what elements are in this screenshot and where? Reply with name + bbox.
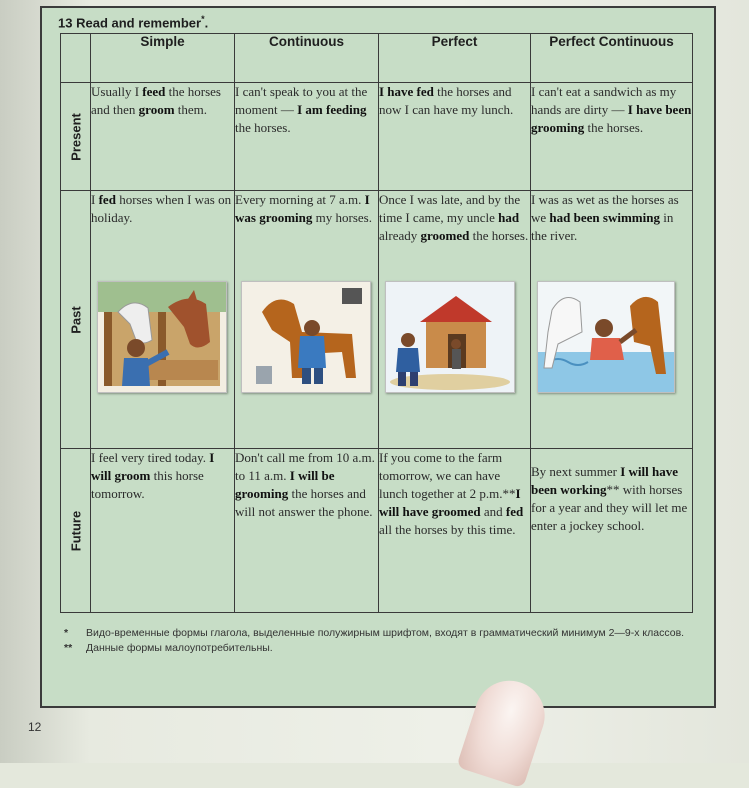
highlighted-verb: I have been grooming [531, 102, 692, 135]
example-fragment: Every morning at 7 a.m. [235, 192, 365, 207]
row-label: Past [68, 305, 83, 334]
footnote-1 [64, 626, 704, 641]
example-fragment: in the river. [531, 210, 674, 243]
row-header-future [61, 449, 91, 613]
footnote-2 [64, 641, 704, 656]
col-header-simple: Simple [91, 34, 235, 83]
example-fragment: I [91, 192, 99, 207]
example-text [91, 83, 234, 119]
boy-swimming-with-horses-icon [537, 281, 675, 393]
example-fragment: the horses and will not answer the phone. [235, 486, 373, 519]
highlighted-verb: feed [142, 84, 166, 99]
footnote-mark: * [64, 627, 69, 639]
example-text [235, 191, 378, 263]
example-text [91, 449, 234, 503]
highlighted-verb: I will have been working [531, 464, 678, 497]
highlighted-verb: fed [505, 504, 524, 519]
highlighted-verb: groomed [420, 228, 470, 243]
cell-future-simple [91, 449, 235, 613]
boy-at-barn-icon [385, 281, 515, 393]
row-future [61, 449, 693, 613]
example-text [379, 83, 530, 119]
example-text [235, 449, 378, 521]
example-text [235, 83, 378, 137]
highlighted-verb: fed [98, 192, 116, 207]
highlighted-verb: I am feeding [297, 102, 367, 117]
example-text [531, 449, 692, 535]
cell-future-continuous [235, 449, 379, 613]
boy-grooming-horse-icon [241, 281, 371, 393]
exercise-heading: 13 Read and remember*. [58, 14, 209, 31]
row-header-past [61, 191, 91, 449]
exercise-number: 13 [58, 15, 73, 31]
boy-feeding-horse-icon [97, 281, 227, 393]
example-fragment: If you come to the farm tomorrow, we can have lunch together at 2 p.m.** [379, 450, 516, 501]
footnote-mark: ** [64, 642, 73, 654]
highlighted-verb: had [498, 210, 520, 225]
example-fragment: Don't call me from 10 a.m. to 11 a.m. [235, 450, 375, 483]
highlighted-verb: I will groom [91, 450, 215, 483]
example-fragment: the horses. [235, 120, 291, 135]
page-number: 12 [28, 720, 42, 734]
example-fragment: I feel very tired today. [91, 450, 210, 465]
footnote-text: Видо-временные формы глагола, выделенные полужирным шрифтом, входят в грамматический минимум 2—9-х классов. [86, 627, 685, 639]
row-present [61, 83, 693, 191]
highlighted-verb: had been swimming [549, 210, 660, 225]
cell-present-perfect [379, 83, 531, 191]
cell-past-continuous [235, 191, 379, 449]
cell-past-perfect [379, 191, 531, 449]
example-fragment: ** with horses for a year and they will let me enter a jockey school. [531, 482, 688, 533]
exercise-title: Read and remember [76, 15, 202, 31]
example-fragment: I can't eat a sandwich as my hands are dirty — [531, 84, 677, 117]
col-header-perfect: Perfect [379, 34, 531, 83]
example-text [91, 191, 234, 263]
example-fragment: Once I was late, and by the time I came, my uncle [379, 192, 521, 225]
cell-present-perfect-continuous [531, 83, 693, 191]
cell-present-continuous [235, 83, 379, 191]
col-header-continuous: Continuous [235, 34, 379, 83]
example-fragment: all the horses by this time. [379, 522, 516, 537]
highlighted-verb: I was grooming [235, 192, 370, 225]
example-fragment: them. [174, 102, 208, 117]
cell-past-simple [91, 191, 235, 449]
example-text [379, 449, 530, 539]
row-past [61, 191, 693, 449]
cell-future-perfect [379, 449, 531, 613]
highlighted-verb: I will have groomed [379, 486, 521, 519]
cell-future-perfect-continuous [531, 449, 693, 613]
example-fragment: the horses. [584, 120, 644, 135]
example-fragment: the horses and now I can have my lunch. [379, 84, 514, 117]
example-fragment: already [379, 228, 421, 243]
footnote-text: Данные формы малоупотребительны. [86, 642, 273, 654]
example-text [379, 191, 530, 281]
row-label: Present [68, 112, 83, 161]
example-fragment: the horses. [469, 228, 529, 243]
highlighted-verb: I will be grooming [235, 468, 335, 501]
header-row [61, 34, 693, 83]
example-fragment: the horses and then [91, 84, 221, 117]
highlighted-verb: groom [138, 102, 175, 117]
example-text [531, 191, 692, 263]
row-header-present [61, 83, 91, 191]
example-fragment: horses when I was on holiday. [91, 192, 232, 225]
corner-cell [61, 34, 91, 83]
highlighted-verb: I have fed [379, 84, 434, 99]
footnote-mark: * [201, 14, 205, 24]
col-header-perfect-continuous: Perfect Continuous [531, 34, 693, 83]
example-fragment: and [480, 504, 506, 519]
example-fragment: this horse tomorrow. [91, 468, 204, 501]
cell-past-perfect-continuous [531, 191, 693, 449]
example-fragment: my horses. [312, 210, 372, 225]
footnotes [64, 626, 704, 656]
row-label: Future [68, 510, 83, 551]
example-fragment: Usually I [91, 84, 143, 99]
cell-present-simple [91, 83, 235, 191]
example-fragment: By next summer [531, 464, 621, 479]
example-fragment: I can't speak to you at the moment — [235, 84, 368, 117]
example-text [531, 83, 692, 137]
tense-table [60, 33, 693, 613]
example-fragment: I was as wet as the horses as we [531, 192, 679, 225]
